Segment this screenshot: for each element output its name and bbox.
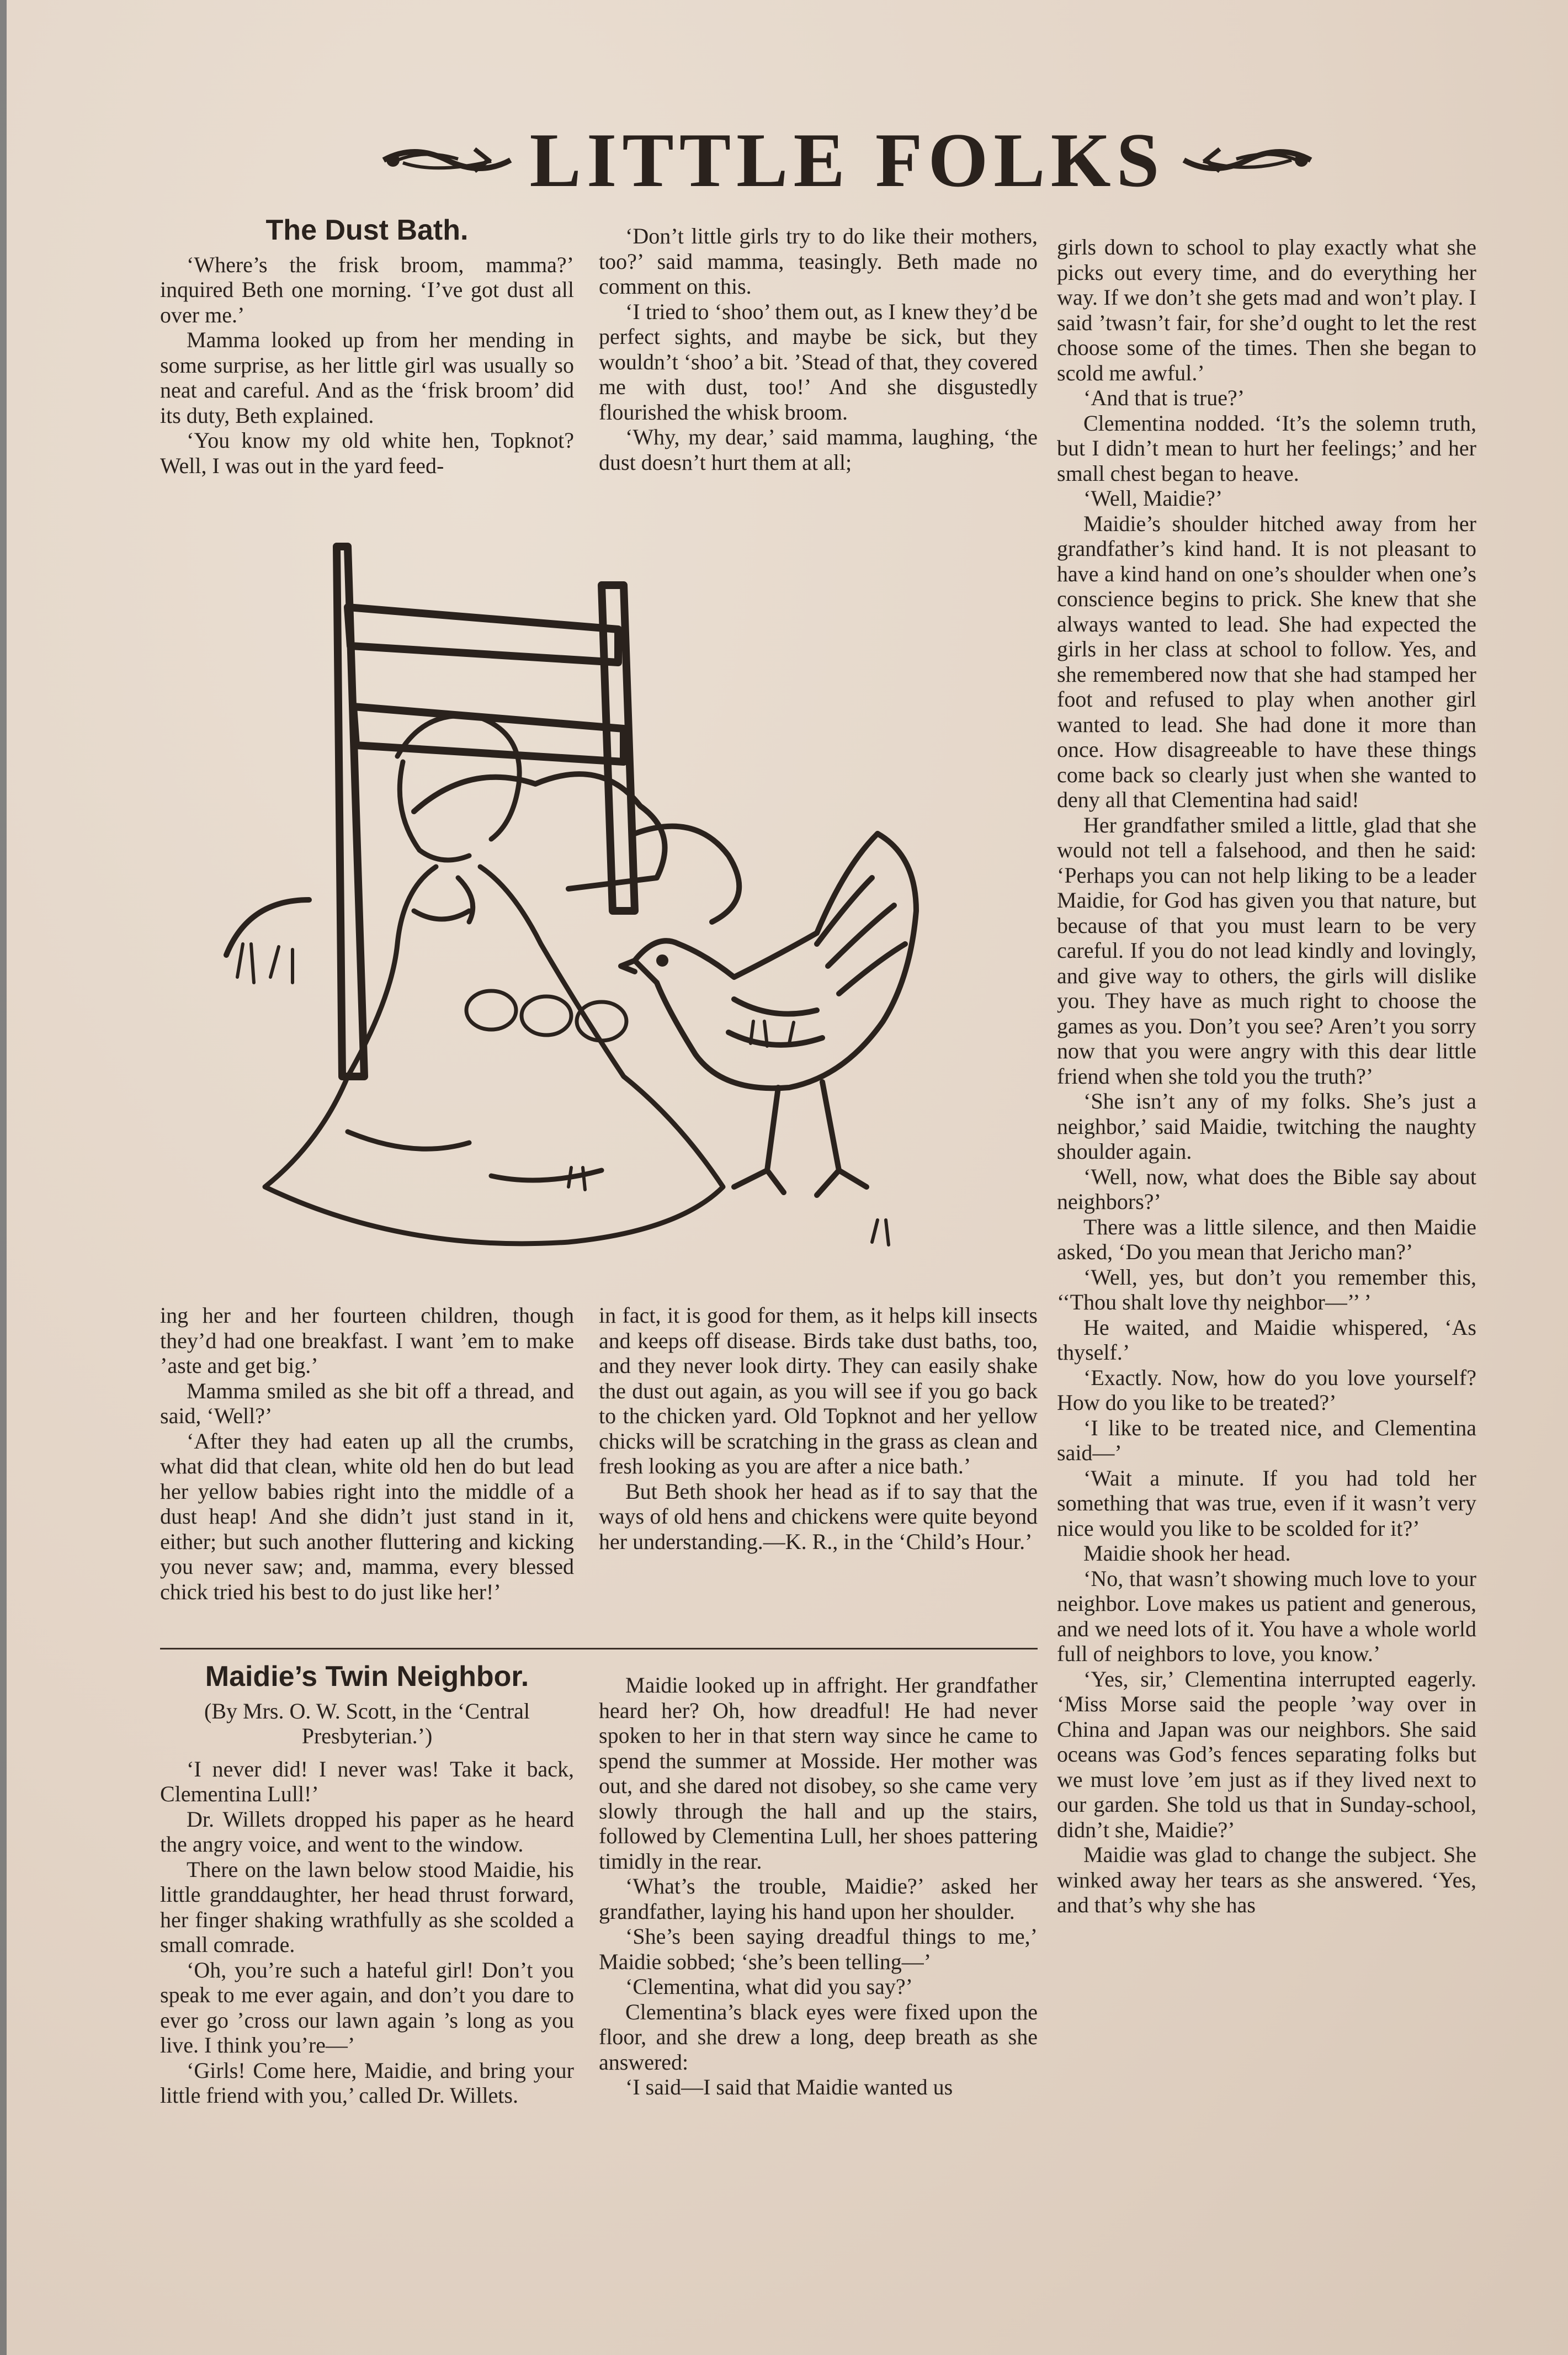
paragraph: Her grandfather smiled a little, glad that she would not tell a falsehood, and then he said: ‘Perhaps you can not help liking to be a leader Maidie, for God has given you that nature, but because of that you must learn to be very careful. If you do not lead kindly and lovingly, and give way to others, the girls will dislike you. They have as much right to choose the games as you. Don’t you see? Aren’t you sorry now that you were angry with this dear little friend when she told you the truth?’	[1057, 812, 1476, 1089]
paragraph: in fact, it is good for them, as it helps kill insects and keeps off disease. Birds take dust baths, too, and they never look dirty. They can easily shake the dust out again, as you will see if you go back to the chicken yard. Old Topknot and her yellow chicks will be scratching in the grass as clean and fresh looking as you are after a nice bath.’	[599, 1303, 1038, 1478]
paragraph: Dr. Willets dropped his paper as he heard the angry voice, and went to the window.	[160, 1806, 574, 1857]
paragraph: ‘Exactly. Now, how do you love yourself? How do you like to be treated?’	[1057, 1365, 1476, 1415]
dust-bath-column-1-top	[160, 218, 574, 519]
hen-icon	[621, 834, 916, 1195]
paragraph: ‘I like to be treated nice, and Clementina said—’	[1057, 1415, 1476, 1465]
rocks-icon	[226, 774, 739, 955]
paragraph: ‘Why, my dear,’ said mamma, laughing, ‘the dust doesn’t hurt them at all;	[599, 425, 1038, 475]
paragraph: ‘After they had eaten up all the crumbs, what did that clean, white old hen do but lead her yellow babies right into the middle of a dust heap! And she didn’t just stand in it, either; but such another fluttering and kicking you never saw; and, mamma, every blessed chick tried his best to do just like her!’	[160, 1428, 574, 1604]
paragraph: Maidie’s shoulder hitched away from her grandfather’s kind hand. It is not pleasant to have a kind hand on one’s shoulder when one’s conscience begins to prick. She knew that she always wanted to lead. She had expected the girls in her class at school to follow. Yes, and she remembered now that she had stamped her foot and refused to play when another girl wanted to lead. She had done it more than once. How disagreeable to have these things come back so clearly just when she wanted to deny all that Clementina had said!	[1057, 511, 1476, 812]
paragraph: ‘She’s been saying dreadful things to me,’ Maidie sobbed; ‘she’s been telling—’	[599, 1924, 1038, 1974]
dust-bath-column-2-bottom	[599, 1303, 1038, 1634]
twin-neighbor-column-3	[1057, 235, 1476, 2332]
girl-hen-chicks-illustration	[182, 524, 1027, 1275]
paragraph: ‘Oh, you’re such a hateful girl! Don’t you speak to me ever again, and don’t you dare to ever go ’cross our lawn again ’s long as you live. I think you’re—’	[160, 1957, 574, 2057]
paragraph: Mamma looked up from her mending in some surprise, as her little girl was usually so neat and careful. And as the ‘frisk broom’ did its duty, Beth explained.	[160, 327, 574, 428]
paragraph: ‘Well, yes, but don’t you remember this, ‘‘Thou shalt love thy neighbor—’’ ’	[1057, 1264, 1476, 1314]
paragraph: ‘I said—I said that Maidie wanted us	[625, 2075, 953, 2099]
paragraph: ‘Wait a minute. If you had told her something that was true, even if it wasn’t very nice would you like to be scolded for it?’	[1057, 1465, 1476, 1541]
paragraph: ‘I never did! I never was! Take it back, Clementina Lull!’	[160, 1756, 574, 1806]
paragraph: Maidie was glad to change the subject. She winked away her tears as she answered. ‘Yes, and that’s why she has	[1057, 1842, 1476, 1917]
paragraph: ‘Don’t little girls try to do like their mothers, too?’ said mamma, teasingly. Beth made no comment on this.	[599, 224, 1038, 299]
paragraph: Clementina’s black eyes were fixed upon the floor, and she drew a long, deep breath as she answered:	[599, 1999, 1038, 2075]
paragraph: ‘Girls! Come here, Maidie, and bring your little friend with you,’ called Dr. Willets.	[160, 2057, 574, 2108]
paragraph: ‘Where’s the frisk broom, mamma?’ inquired Beth one morning. ‘I’ve got dust all over me.’	[160, 252, 574, 327]
fence-icon	[337, 547, 635, 1076]
paragraph: ‘I tried to ‘shoo’ them out, as I knew they’d be perfect sights, and maybe be sick, but they wouldn’t ‘shoo’ a bit. ’Stead of that, they covered me with dust, too!’ And she disgustedly flourished the whisk broom.	[599, 299, 1038, 425]
paragraph: Mamma smiled as she bit off a thread, and said, ‘Well?’	[160, 1378, 574, 1428]
paragraph: Clementina nodded. ‘It’s the solemn truth, but I didn’t mean to hurt her feelings;’ and her small chest began to heave.	[1057, 410, 1476, 486]
paragraph: There on the lawn below stood Maidie, his little granddaughter, her head thrust forward, her finger shaking wrathfully as she scolded a small comrade.	[160, 1857, 574, 1957]
paragraph: Maidie looked up in affright. Her grandfather heard her? Oh, how dreadful! He had never spoken to her in that stern way since he came to spend the summer at Mosside. Her mother was out, and she dared not disobey, so she came very slowly through the hall and up the stairs, followed by Clementina Lull, her shoes pattering timidly in the rear.	[599, 1673, 1038, 1874]
paragraph: ‘She isn’t any of my folks. She’s just a neighbor,’ said Maidie, twitching the naughty shoulder again.	[1057, 1089, 1476, 1164]
dust-bath-column-1-bottom	[160, 1303, 574, 1634]
grass-icon	[237, 944, 889, 1245]
section-divider	[160, 1648, 1038, 1649]
dust-bath-column-2-top	[599, 224, 1038, 519]
paragraph: ‘And that is true?’	[1083, 385, 1245, 410]
paragraph: ‘Clementina, what did you say?’	[625, 1974, 913, 1999]
paragraph: girls down to school to play exactly what she picks out every time, and do everything her way. If we don’t she gets mad and won’t play. I said ’twasn’t fair, for she’d ought to let the rest choose some of the times. Then she began to scold me awful.’	[1057, 235, 1476, 385]
paragraph: There was a little silence, and then Maidie asked, ‘Do you mean that Jericho man?’	[1057, 1214, 1476, 1264]
masthead	[364, 119, 1330, 201]
paragraph: ‘What’s the trouble, Maidie?’ asked her grandfather, laying his hand upon her shoulder.	[599, 1874, 1038, 1924]
paragraph: But Beth shook her head as if to say that the ways of old hens and chickens were quite beyond her understanding.—K. R., in the ‘Child’s Hour.’	[599, 1478, 1038, 1554]
chicks-icon	[466, 991, 626, 1041]
paragraph: ‘You know my old white hen, Topknot? Well, I was out in the yard feed-	[160, 428, 574, 478]
paragraph: ‘No, that wasn’t showing much love to your neighbor. Love makes us patient and generous, and we need lots of it. You have a whole world full of neighbors to love, you know.’	[1057, 1566, 1476, 1666]
paragraph: ing her and her fourteen children, though they’d had one breakfast. I want ’em to make ’aste and get big.’	[160, 1303, 574, 1378]
byline: (By Mrs. O. W. Scott, in the ‘Central Presbyterian.’)	[204, 1698, 530, 1748]
paragraph: ‘Well, Maidie?’	[1083, 486, 1223, 511]
left-ornament-icon	[381, 138, 513, 182]
page-edge-shadow	[0, 0, 7, 2355]
paragraph: ‘Well, now, what does the Bible say about neighbors?’	[1057, 1164, 1476, 1214]
twin-neighbor-heading: Maidie’s Twin Neighbor.	[205, 1664, 529, 1693]
paragraph: ‘Yes, sir,’ Clementina interrupted eagerly. ‘Miss Morse said the people ’way over in China and Japan was our neighbors. She said oceans was God’s fences separating folks but we must love ’em just as if they lived next to our garden. She told us that in Sunday-school, didn’t she, Maidie?’	[1057, 1666, 1476, 1842]
dust-bath-heading: The Dust Bath.	[265, 218, 469, 246]
twin-neighbor-column-1	[160, 1664, 574, 2321]
page-title: LITTLE FOLKS	[529, 117, 1165, 203]
paragraph: He waited, and Maidie whispered, ‘As thyself.’	[1057, 1314, 1476, 1365]
twin-neighbor-column-2	[599, 1673, 1038, 2321]
right-ornament-icon	[1181, 138, 1314, 182]
paragraph: Maidie shook her head.	[1083, 1541, 1291, 1566]
